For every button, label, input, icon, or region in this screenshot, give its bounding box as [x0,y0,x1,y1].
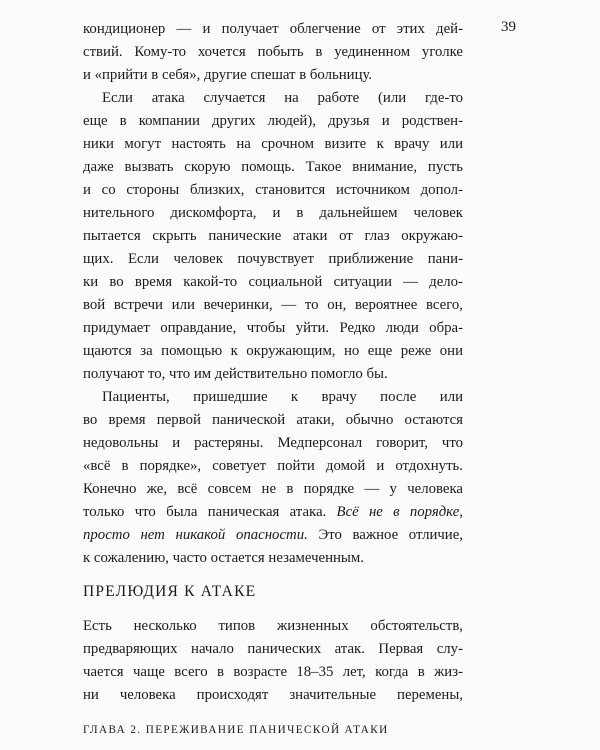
text-line: ствий. Кому-то хочется побыть в уединенном уголке [83,44,463,60]
text-line: вой встречи или вечеринки, — то он, вероятнее всего, [83,297,463,313]
text-span: только что была паническая атака. [83,504,327,520]
text-line: и «прийти в себя», другие спешат в больницу. [83,67,373,83]
text-line: получают то, что им действительно помогло бы. [83,366,388,382]
text-line: щаются за помощью к окружающим, но еще реже они [83,343,463,359]
text-line: ки во время какой-то социальной ситуации — дело- [83,274,463,290]
running-footer: ГЛАВА 2. ПЕРЕЖИВАНИЕ ПАНИЧЕСКОЙ АТАКИ [83,724,389,736]
text-line: во время первой панической атаки, обычно остаются [83,412,463,428]
text-line: еще в компании других людей), друзья и родствен- [83,113,463,129]
text-line: и со стороны близких, становится источником допол- [83,182,463,198]
text-line-with-italic [83,502,463,522]
text-line: чается чаще всего в возрасте 18–35 лет, когда в жиз- [83,664,463,680]
page-number: 39 [501,19,516,35]
text-line: ни человека происходят значительные перемены, [83,687,463,703]
text-span: Это важное отличие, [318,527,463,543]
text-line: кондиционер — и получает облегчение от этих дей- [83,21,463,37]
text-line: недовольны и растеряны. Медперсонал говорит, что [83,435,463,451]
text-line: Есть несколько типов жизненных обстоятельств, [83,618,463,634]
text-line-with-italic [83,525,463,545]
text-line: щих. Если человек почувствует приближение пани- [83,251,463,267]
text-line: предваряющих начало панических атак. Первая слу- [83,641,463,657]
italic-emphasis: просто нет никакой опасности. [83,527,308,543]
text-line: к сожалению, часто остается незамеченным. [83,550,364,566]
section-heading: ПРЕЛЮДИЯ К АТАКЕ [83,583,257,600]
text-line: Пациенты, пришедшие к врачу после или [102,389,463,405]
text-line: «всё в порядке», советует пойти домой и отдохнуть. [83,458,463,474]
text-line: придумает оправдание, чтобы уйти. Редко люди обра- [83,320,463,336]
text-line: нительного дискомфорта, и в дальнейшем человек [83,205,463,221]
text-line: Конечно же, всё совсем не в порядке — у человека [83,481,463,497]
text-line: ники могут настоять на срочном визите к врачу или [83,136,463,152]
text-line: пытается скрыть панические атаки от глаз окружаю- [83,228,463,244]
text-line: даже вызвать скорую помощь. Такое внимание, пусть [83,159,463,175]
text-line: Если атака случается на работе (или где-то [102,90,463,106]
italic-emphasis: Всё не в порядке, [336,504,463,520]
